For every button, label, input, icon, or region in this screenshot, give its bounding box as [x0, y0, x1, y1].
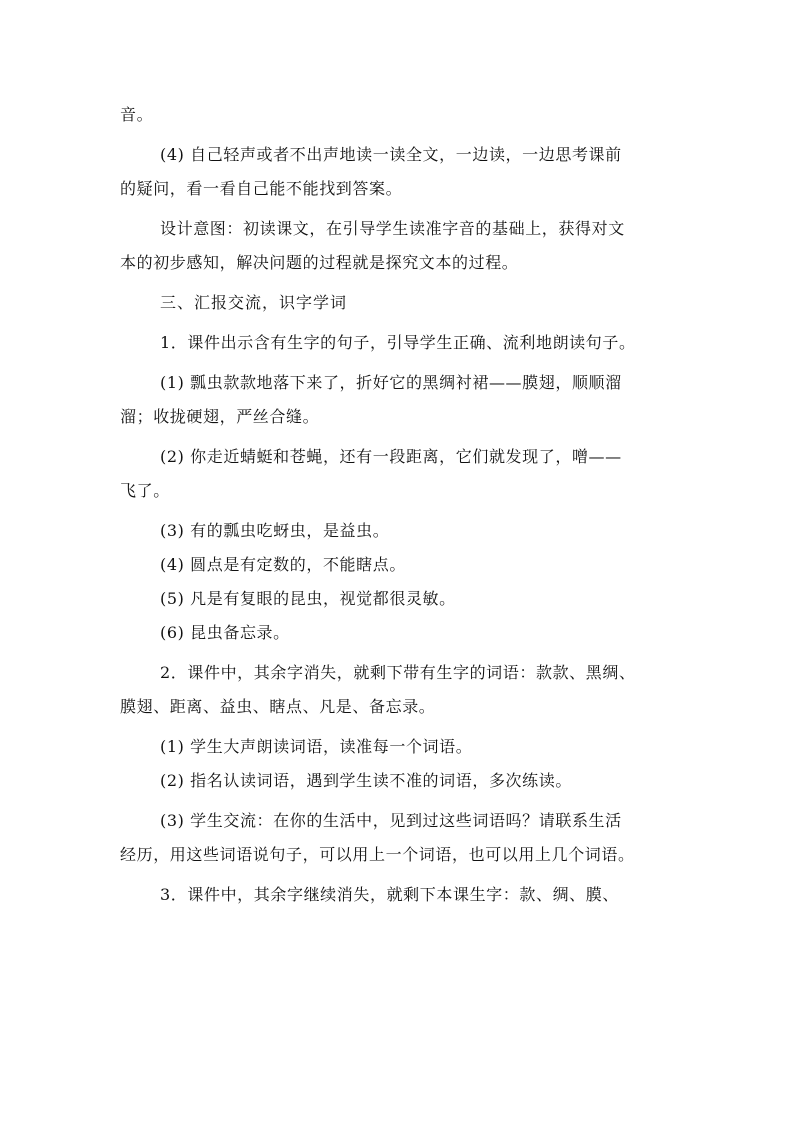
- text-line: (2) 指名认读词语，遇到学生读不准的词语，多次练读。: [160, 771, 572, 790]
- text-line: (3) 学生交流：在你的生活中，见到过这些词语吗？请联系生活: [160, 811, 622, 830]
- text-line: (1) 学生大声朗读词语，读准每一个词语。: [160, 737, 473, 756]
- text-line: 音。: [120, 105, 154, 124]
- text-line: (5) 凡是有复眼的昆虫，视觉都很灵敏。: [160, 589, 456, 608]
- text-line: 2．课件中，其余字消失，就剩下带有生字的词语：款款、黑绸、: [160, 663, 636, 682]
- text-line: 膜翅、距离、益虫、瞎点、凡是、备忘录。: [120, 697, 436, 716]
- text-line: 经历，用这些词语说句子，可以用上一个词语，也可以用上几个词语。: [120, 845, 635, 864]
- text-line: 3．课件中，其余字继续消失，就剩下本课生字：款、绸、膜、: [160, 885, 619, 904]
- text-line: 的疑问，看一看自己能不能找到答案。: [120, 179, 403, 198]
- text-line: (3) 有的瓢虫吃蚜虫，是益虫。: [160, 521, 390, 540]
- text-line: 飞了。: [120, 481, 170, 500]
- text-line: (2) 你走近蜻蜓和苍蝇，还有一段距离，它们就发现了，噌——: [160, 447, 622, 466]
- text-line: (6) 昆虫备忘录。: [160, 623, 290, 642]
- text-line: 本的初步感知，解决问题的过程就是探究文本的过程。: [120, 253, 519, 272]
- document-body: [120, 98, 680, 912]
- text-line: 1．课件出示含有生字的句子，引导学生正确、流利地朗读句子。: [160, 333, 636, 352]
- text-line: (1) 瓢虫款款地落下来了，折好它的黑绸衬裙——膜翅，顺顺溜: [160, 373, 622, 392]
- text-line: (4) 圆点是有定数的，不能瞎点。: [160, 555, 406, 574]
- section-heading: 三、汇报交流，识字学词: [160, 293, 348, 312]
- text-line: 溜；收拢硬翅，严丝合缝。: [120, 407, 320, 426]
- text-line: 设计意图：初读课文，在引导学生读准字音的基础上，获得对文: [160, 219, 625, 238]
- text-line: (4) 自己轻声或者不出声地读一读全文，一边读，一边思考课前: [160, 145, 622, 164]
